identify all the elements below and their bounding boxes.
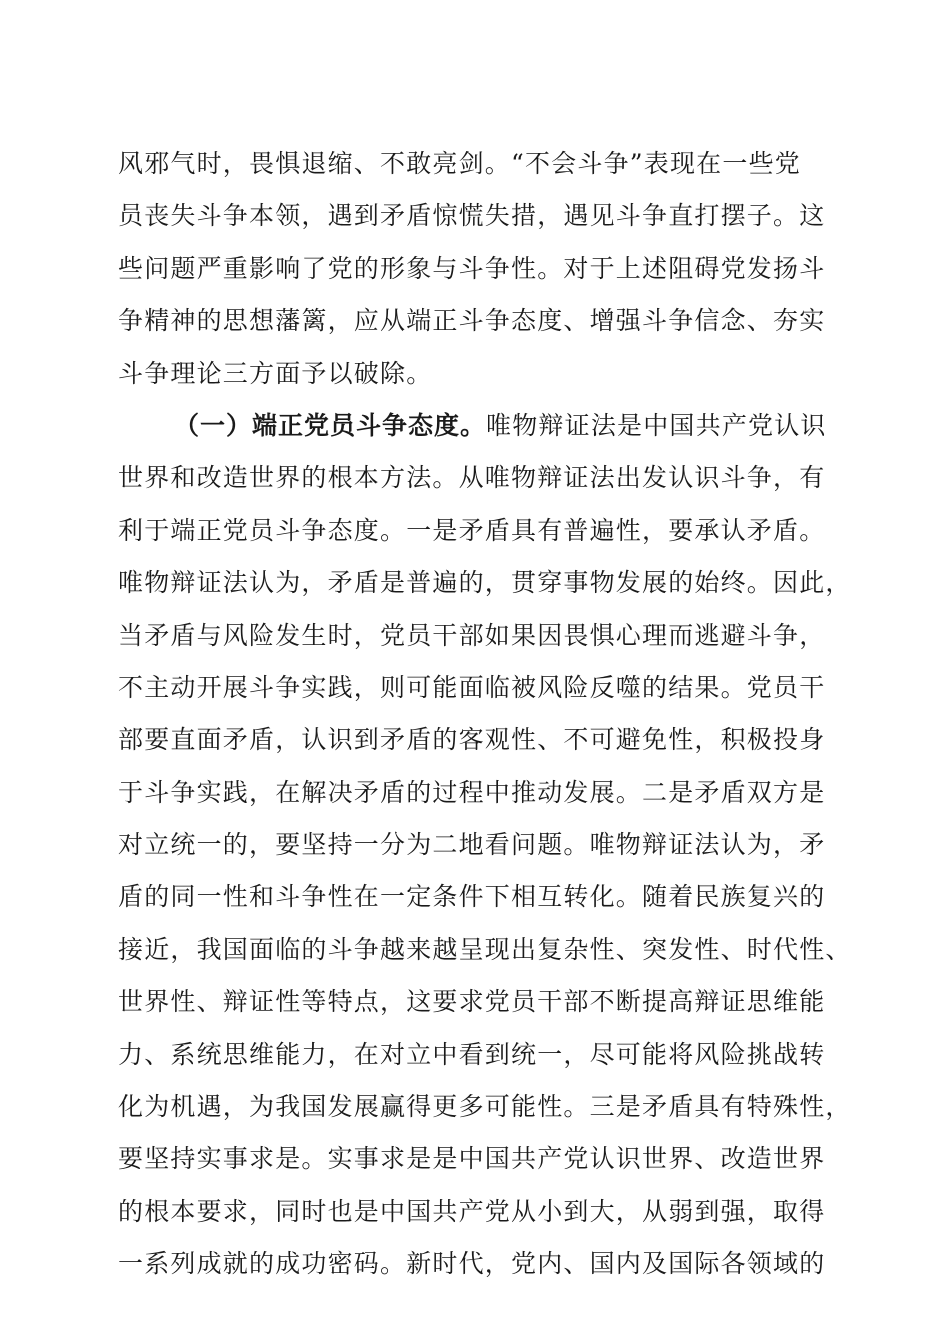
- text-line: 世界性、辩证性等特点，这要求党员干部不断提高辩证思维能: [118, 987, 826, 1017]
- section-heading: （一）端正党员斗争态度。: [174, 410, 487, 440]
- section-first-line: [118, 400, 878, 452]
- text-line: 化为机遇，为我国发展赢得更多可能性。三是矛盾具有特殊性，: [118, 1092, 852, 1122]
- text-line: 盾的同一性和斗争性在一定条件下相互转化。随着民族复兴的: [118, 882, 826, 912]
- text-line: 一系列成就的成功密码。新时代，党内、国内及国际各领域的: [118, 1249, 826, 1279]
- text-line: 争精神的思想藩篱，应从端正斗争态度、增强斗争信念、夯实: [118, 306, 826, 336]
- text-line: 唯物辩证法认为，矛盾是普遍的，贯穿事物发展的始终。因此，: [118, 568, 852, 598]
- text-line: 的根本要求，同时也是中国共产党从小到大，从弱到强，取得: [118, 1196, 826, 1226]
- text-line: 部要直面矛盾，认识到矛盾的客观性、不可避免性，积极投身: [118, 725, 826, 755]
- text-line: 斗争理论三方面予以破除。: [118, 358, 433, 388]
- text-line: 对立统一的，要坚持一分为二地看问题。唯物辩证法认为，矛: [118, 830, 826, 860]
- text-line: 利于端正党员斗争态度。一是矛盾具有普遍性，要承认矛盾。: [118, 515, 826, 545]
- text-line: 接近，我国面临的斗争越来越呈现出复杂性、突发性、时代性、: [118, 934, 852, 964]
- text-line: 于斗争实践，在解决矛盾的过程中推动发展。二是矛盾双方是: [118, 777, 826, 807]
- section-first-line-text: 唯物辩证法是中国共产党认识: [486, 410, 827, 440]
- text-line: 些问题严重影响了党的形象与斗争性。对于上述阻碍党发扬斗: [118, 253, 826, 283]
- text-line: 世界和改造世界的根本方法。从唯物辩证法出发认识斗争，有: [118, 463, 826, 493]
- text-line: 要坚持实事求是。实事求是是中国共产党认识世界、改造世界: [118, 1144, 826, 1174]
- text-line: 员丧失斗争本领，遇到矛盾惊慌失措，遇见斗争直打摆子。这: [118, 201, 826, 231]
- text-line: 不主动开展斗争实践，则可能面临被风险反噬的结果。党员干: [118, 672, 826, 702]
- text-line: 力、系统思维能力，在对立中看到统一，尽可能将风险挑战转: [118, 1039, 826, 1069]
- text-line: 风邪气时，畏惧退缩、不敢亮剑。“不会斗争”表现在一些党: [118, 149, 801, 178]
- text-line: 当矛盾与风险发生时，党员干部如果因畏惧心理而逃避斗争，: [118, 620, 826, 650]
- body-text: [118, 138, 878, 1291]
